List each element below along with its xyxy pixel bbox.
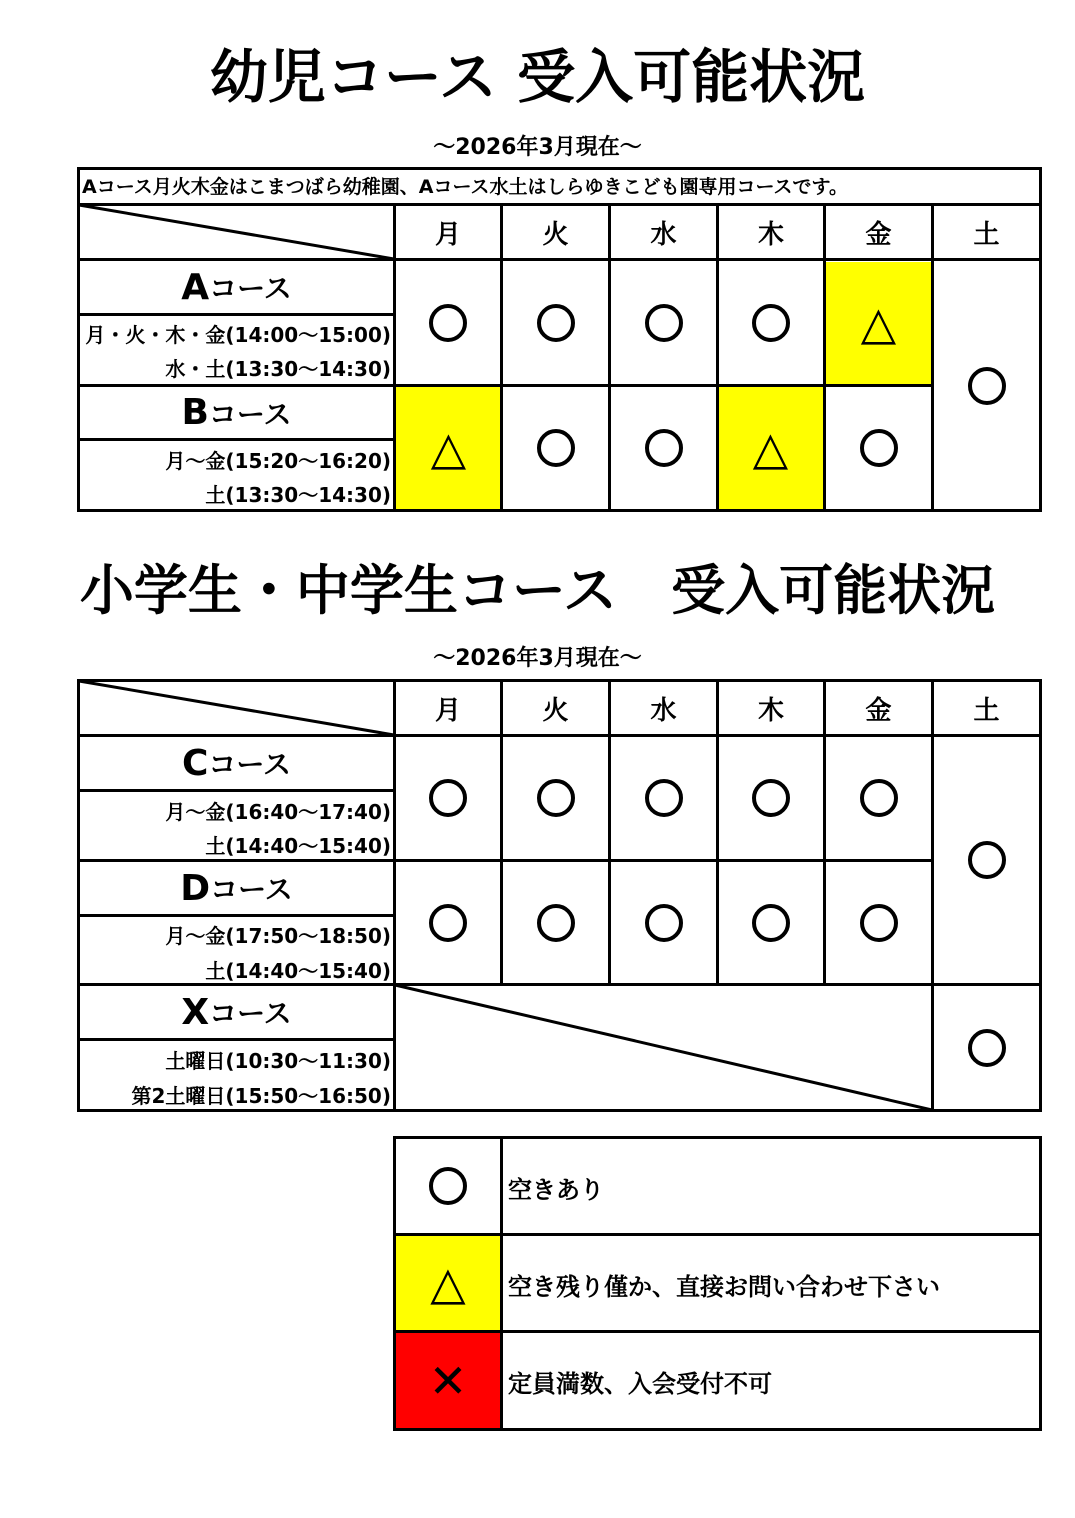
course-note: Aコース月火木金はこまつばら幼稚園、Aコース水土はしらゆきこども園専用コースです。 — [82, 176, 849, 198]
course-c-time-1: 月～金(16:40～17:40) — [165, 800, 391, 824]
cell-a-thu — [719, 262, 823, 384]
legend-full-text: 定員満数、入会受付不可 — [508, 1370, 772, 1398]
circle-icon — [752, 904, 790, 942]
divider — [77, 914, 395, 917]
circle-icon — [645, 904, 683, 942]
subtitle-date-1: ～2026年3月現在～ — [433, 135, 642, 160]
day-header-wed: 水 — [650, 695, 677, 726]
cell-x-sat — [934, 986, 1039, 1109]
day-header-mon: 月 — [434, 219, 461, 250]
circle-icon — [968, 841, 1006, 879]
course-b-time-1: 月～金(15:20～16:20) — [165, 449, 391, 473]
course-c-time-2: 土(14:40～15:40) — [205, 834, 391, 858]
circle-icon — [645, 779, 683, 817]
cell-b-thu — [718, 387, 823, 509]
triangle-icon: △ — [860, 296, 897, 350]
cell-c-fri — [826, 737, 931, 859]
course-d-name: D コース — [180, 867, 293, 909]
cell-b-fri — [826, 387, 931, 509]
triangle-icon: △ — [430, 421, 467, 475]
circle-icon — [429, 904, 467, 942]
day-header-sat: 土 — [973, 219, 1000, 250]
course-d-time-2: 土(14:40～15:40) — [205, 959, 391, 983]
circle-icon — [752, 304, 790, 342]
course-c-name: C コース — [181, 742, 292, 784]
circle-icon — [537, 779, 575, 817]
cell-d-wed — [611, 862, 716, 983]
circle-icon — [537, 304, 575, 342]
cell-c-thu — [719, 737, 823, 859]
circle-icon — [860, 904, 898, 942]
day-header-wed: 水 — [650, 219, 677, 250]
circle-icon — [537, 904, 575, 942]
day-header-mon: 月 — [434, 695, 461, 726]
cell-d-thu — [719, 862, 823, 983]
divider — [500, 1136, 503, 1431]
cross-icon: ✕ — [428, 1353, 468, 1408]
cell-d-tue — [503, 862, 608, 983]
cell-cd-sat — [934, 737, 1039, 983]
title-kindergarten: 幼児コース 受入可能状況 — [209, 43, 866, 111]
course-a-time-2: 水・土(13:30～14:30) — [165, 357, 391, 381]
subtitle-date-2: ～2026年3月現在～ — [433, 646, 642, 671]
cell-d-mon — [396, 862, 500, 983]
header-diagonal — [79, 205, 394, 259]
cell-a-fri — [826, 262, 931, 384]
circle-icon — [645, 304, 683, 342]
circle-icon — [968, 1029, 1006, 1067]
divider — [393, 1233, 1042, 1236]
cell-c-tue — [503, 737, 608, 859]
cell-b-mon — [396, 387, 501, 509]
cell-a-mon — [396, 262, 500, 384]
triangle-icon: △ — [752, 421, 789, 475]
day-header-thu: 木 — [757, 219, 784, 250]
divider — [77, 789, 395, 792]
cell-a-wed — [611, 262, 716, 384]
x-course-diagonal — [395, 985, 932, 1110]
circle-icon — [537, 429, 575, 467]
day-header-fri: 金 — [865, 219, 892, 250]
circle-icon — [860, 779, 898, 817]
legend-full-symbol — [396, 1333, 500, 1428]
circle-icon — [645, 429, 683, 467]
divider — [77, 438, 395, 441]
circle-icon — [429, 1167, 467, 1205]
title-elementary-junior-high: 小学生・中学生コース 受入可能状況 — [79, 559, 996, 622]
legend-few-symbol — [396, 1236, 500, 1330]
course-d-time-1: 月～金(17:50～18:50) — [165, 924, 391, 948]
legend-available-text: 空きあり — [508, 1176, 604, 1204]
course-x-name: X コース — [181, 991, 292, 1033]
day-header-sat: 土 — [973, 695, 1000, 726]
cell-c-wed — [611, 737, 716, 859]
cell-c-mon — [396, 737, 500, 859]
header-diagonal — [79, 681, 394, 735]
cell-d-fri — [826, 862, 931, 983]
day-header-thu: 木 — [757, 695, 784, 726]
circle-icon — [429, 304, 467, 342]
course-x-time-1: 土曜日(10:30～11:30) — [165, 1049, 391, 1073]
divider — [77, 1038, 395, 1041]
day-header-fri: 金 — [865, 695, 892, 726]
course-a-name: A コース — [181, 266, 292, 308]
triangle-icon: △ — [430, 1256, 466, 1310]
circle-icon — [429, 779, 467, 817]
course-b-time-2: 土(13:30～14:30) — [205, 483, 391, 507]
day-header-tue: 火 — [542, 695, 569, 726]
cell-b-wed — [611, 387, 716, 509]
legend-available-symbol — [396, 1139, 500, 1233]
circle-icon — [860, 429, 898, 467]
cell-a-tue — [503, 262, 608, 384]
cell-b-tue — [503, 387, 608, 509]
course-x-time-2: 第2土曜日(15:50～16:50) — [131, 1084, 391, 1108]
circle-icon — [752, 779, 790, 817]
legend-few-text: 空き残り僅か、直接お問い合わせ下さい — [508, 1273, 940, 1301]
course-b-name: B コース — [181, 392, 292, 433]
circle-icon — [968, 367, 1006, 405]
course-a-time-1: 月・火・木・金(14:00～15:00) — [85, 323, 391, 347]
cell-ab-sat — [934, 262, 1039, 509]
divider — [77, 313, 395, 316]
divider — [393, 1330, 1042, 1333]
day-header-tue: 火 — [542, 219, 569, 250]
